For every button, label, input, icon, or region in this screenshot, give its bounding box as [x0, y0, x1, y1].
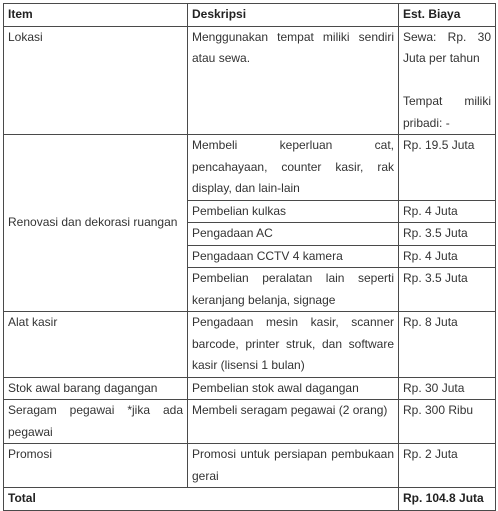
description-cell: Pengadaan CCTV 4 kamera	[188, 245, 399, 268]
description-cell: Membeli seragam pegawai (2 orang)	[188, 400, 399, 444]
header-biaya: Est. Biaya	[399, 4, 496, 27]
description-cell: Pembelian stok awal dagangan	[188, 377, 399, 400]
table-row	[4, 312, 496, 378]
cost-cell: Rp. 30 Juta	[399, 377, 496, 400]
item-cell: Renovasi dan dekorasi ruangan	[4, 135, 188, 312]
cost-cell: Rp. 3.5 Juta	[399, 268, 496, 312]
item-cell: Alat kasir	[4, 312, 188, 378]
header-item: Item	[4, 4, 188, 27]
item-cell: Promosi	[4, 444, 188, 488]
cost-cell: Rp. 300 Ribu	[399, 400, 496, 444]
table-row	[4, 26, 496, 135]
description-cell: Pembelian kulkas	[188, 200, 399, 223]
total-row	[4, 488, 496, 511]
table-row	[4, 135, 496, 201]
item-cell: Stok awal barang dagangan	[4, 377, 188, 400]
cost-cell: Rp. 19.5 Juta	[399, 135, 496, 201]
cost-cell: Rp. 2 Juta	[399, 444, 496, 488]
item-cell: Lokasi	[4, 26, 188, 135]
description-cell: Pengadaan mesin kasir, scanner barcode, printer struk, dan software kasir (lisensi 1 bulan)	[188, 312, 399, 378]
description-cell: Pembelian peralatan lain seperti keranjang belanja, signage	[188, 268, 399, 312]
description-cell: Membeli keperluan cat, pencahayaan, counter kasir, rak display, dan lain-lain	[188, 135, 399, 201]
item-cell: Seragam pegawai *jika ada pegawai	[4, 400, 188, 444]
cost-sewa: Sewa: Rp. 30 Juta per tahun	[403, 29, 491, 65]
cost-cell: Rp. 3.5 Juta	[399, 223, 496, 246]
cost-cell: Rp. 4 Juta	[399, 200, 496, 223]
cost-cell: Rp. 4 Juta	[399, 245, 496, 268]
table-row	[4, 377, 496, 400]
description-cell: Pengadaan AC	[188, 223, 399, 246]
total-cost: Rp. 104.8 Juta	[399, 488, 496, 511]
total-label: Total	[4, 488, 399, 511]
description-cell: Promosi untuk persiapan pembukaan gerai	[188, 444, 399, 488]
cost-cell	[399, 26, 496, 135]
description-cell: Menggunakan tempat miliki sendiri atau sewa.	[188, 26, 399, 135]
cost-milik: Tempat miliki pribadi: -	[403, 94, 491, 130]
table-row	[4, 400, 496, 444]
header-row	[4, 4, 496, 27]
header-deskripsi: Deskripsi	[188, 4, 399, 27]
cost-cell: Rp. 8 Juta	[399, 312, 496, 378]
cost-estimate-table	[3, 3, 496, 511]
table-row	[4, 444, 496, 488]
